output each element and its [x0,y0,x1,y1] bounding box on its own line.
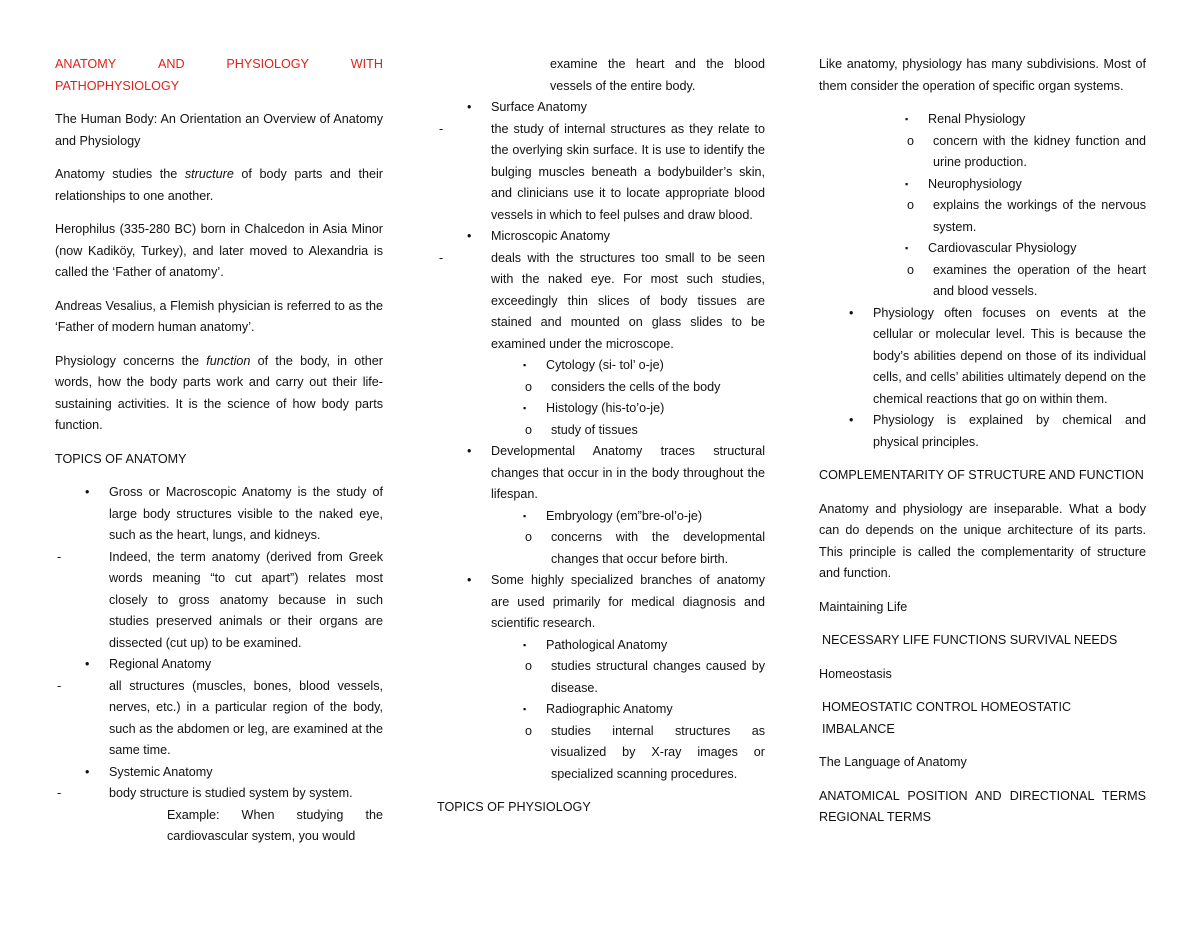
subtitle: The Human Body: An Orientation an Overview of Anatomy and Physiology [55,112,383,148]
list-item: ▪ Radiographic Anatomy [437,699,765,721]
language-of-anatomy-heading: The Language of Anatomy [819,755,967,769]
list-item: - body structure is studied system by system. [55,783,383,805]
title-word: ANATOMY [55,57,117,71]
anatomy-definition: Anatomy studies the structure of body parts and their relationships to one another. [55,167,383,203]
circle-bullet-icon: o [525,723,533,738]
square-bullet-icon: ▪ [523,639,527,650]
list-item: ▪ Histology (his-to’o-je) [437,398,765,420]
list-item: • Microscopic Anatomy [437,226,765,248]
subdivisions-paragraph: Like anatomy, physiology has many subdivisions. Most of them consider the operation of specific organ systems. [819,57,1146,93]
column-2 [437,54,765,819]
document-title-line1 [55,54,383,76]
list-item: • Systemic Anatomy [55,762,383,784]
bullet-icon: • [849,413,854,427]
bullet-icon: • [467,573,472,587]
list-item: - deals with the structures too small to be seen with the naked eye. For most such studies, exceedingly thin slices of body tissues are stained and mounted on glass slides to be examined under the microscope. [437,248,765,356]
dash-icon: - [57,786,62,800]
homeostasis-heading: Homeostasis [819,666,892,681]
title-word: PHYSIOLOGY [226,57,309,71]
square-bullet-icon: ▪ [523,510,527,521]
list-item: o concerns with the developmental changes that occur before birth. [437,527,765,570]
list-item: ▪ Cardiovascular Physiology [819,238,1146,260]
column-3 [819,54,1146,829]
circle-bullet-icon: o [525,659,533,673]
continued-text: examine the heart and the blood vessels of the entire body. [550,57,765,93]
circle-bullet-icon: o [525,422,533,437]
bullet-icon: • [85,657,90,671]
circle-bullet-icon: o [525,530,533,544]
list-item: • Some highly specialized branches of anatomy are used primarily for medical diagnosis and scientific research. [437,570,765,635]
topics-of-anatomy-heading: TOPICS OF ANATOMY [55,451,187,466]
square-bullet-icon: ▪ [523,360,527,370]
herophilus-paragraph: Herophilus (335-280 BC) born in Chalcedon in Asia Minor (now Kadiköy, Turkey), and later moved to Alexandria is called the ‘Father of anatomy’. [55,222,383,279]
bullet-icon: • [85,485,90,499]
circle-bullet-icon: o [907,262,915,277]
complementarity-paragraph: Anatomy and physiology are inseparable. What a body can do depends on the unique architecture of its parts. This principle is called the complementarity of structure and function. [819,501,1146,580]
list-item: o examines the operation of the heart and blood vessels. [819,260,1146,303]
dash-icon: - [439,250,444,265]
title-word: WITH [350,57,383,71]
list-item: - all structures (muscles, bones, blood vessels, nerves, etc.) in a particular region of the body, such as the abdomen or leg, are examined at the same time. [55,676,383,762]
document-title-line2: PATHOPHYSIOLOGY [55,78,180,93]
square-bullet-icon: ▪ [905,178,909,189]
list-item: • Physiology is explained by chemical and physical principles. [819,410,1146,453]
list-item: • Developmental Anatomy traces structural changes that occur in in the body throughout the lifespan. [437,441,765,506]
life-functions-heading: NECESSARY LIFE FUNCTIONS SURVIVAL NEEDS [822,633,1118,647]
bullet-icon: • [467,100,472,114]
square-bullet-icon: ▪ [905,243,909,253]
example-text: Example: When studying the cardiovascular system, you would [167,807,383,843]
list-item: o considers the cells of the body [437,377,765,399]
list-item: - the study of internal structures as they relate to the overlying skin surface. It is use to identify the bulging muscles beneath a bodybuilder’s skin, and clinicians use it to locate appropriate blood vessels in which to feel pulses and draw blood. [437,119,765,227]
square-bullet-icon: ▪ [523,704,527,714]
physiology-definition: Physiology concerns the function of the body, in other words, how the body parts work and carry out their life-sustaining activities. It is the science of how body parts function. [55,353,383,432]
dash-icon: - [57,549,62,564]
dash-icon: - [439,121,444,136]
list-item: o explains the workings of the nervous system. [819,195,1146,238]
square-bullet-icon: ▪ [905,114,909,124]
list-item: o concern with the kidney function and urine production. [819,131,1146,174]
circle-bullet-icon: o [525,379,533,394]
circle-bullet-icon: o [907,133,915,148]
maintaining-life-heading: Maintaining Life [819,599,908,614]
anatomical-position-heading: ANATOMICAL POSITION AND DIRECTIONAL TERMS REGIONAL TERMS [819,788,1146,824]
list-item: ▪ Cytology (si- tol’ o-je) [437,355,765,377]
bullet-icon: • [467,444,472,458]
dash-icon: - [57,678,62,693]
list-item: - Indeed, the term anatomy (derived from Greek words meaning “to cut apart”) relates most closely to gross anatomy because in such studies preserved animals or their organs are dissected (cut up) to be examined. [55,547,383,655]
vesalius-paragraph: Andreas Vesalius, a Flemish physician is referred to as the ‘Father of modern human anatomy’. [55,298,383,334]
complementarity-heading: COMPLEMENTARITY OF STRUCTURE AND FUNCTION [819,468,1144,482]
list-item: ▪ Pathological Anatomy [437,635,765,657]
bullet-icon: • [85,764,90,779]
topics-of-physiology-heading: TOPICS OF PHYSIOLOGY [437,800,591,814]
list-item: ▪ Embryology (em”bre-ol’o-je) [437,506,765,528]
circle-bullet-icon: o [907,198,915,212]
homeostatic-control-heading: HOMEOSTATIC CONTROL HOMEOSTATIC IMBALANCE [822,700,1072,736]
list-item: o studies internal structures as visualized by X-ray images or specialized scanning procedures. [437,721,765,786]
bullet-icon: • [467,229,472,243]
bullet-icon: • [849,305,854,320]
list-item: • Regional Anatomy [55,654,383,676]
list-item: o study of tissues [437,420,765,442]
list-item: • Surface Anatomy [437,97,765,119]
list-item: ▪ Neurophysiology [819,174,1146,196]
list-item: • Gross or Macroscopic Anatomy is the study of large body structures visible to the naked eye, such as the heart, lungs, and kidneys. [55,482,383,547]
list-item: o studies structural changes caused by disease. [437,656,765,699]
list-item: • Physiology often focuses on events at the cellular or molecular level. This is because the body’s abilities depend on those of its individual cells, and cells’ abilities ultimately depend on the chemical reactions that go on within them. [819,303,1146,411]
column-1 [55,54,383,848]
square-bullet-icon: ▪ [523,403,527,413]
list-item: ▪ Renal Physiology [819,109,1146,131]
title-word: AND [157,57,185,71]
